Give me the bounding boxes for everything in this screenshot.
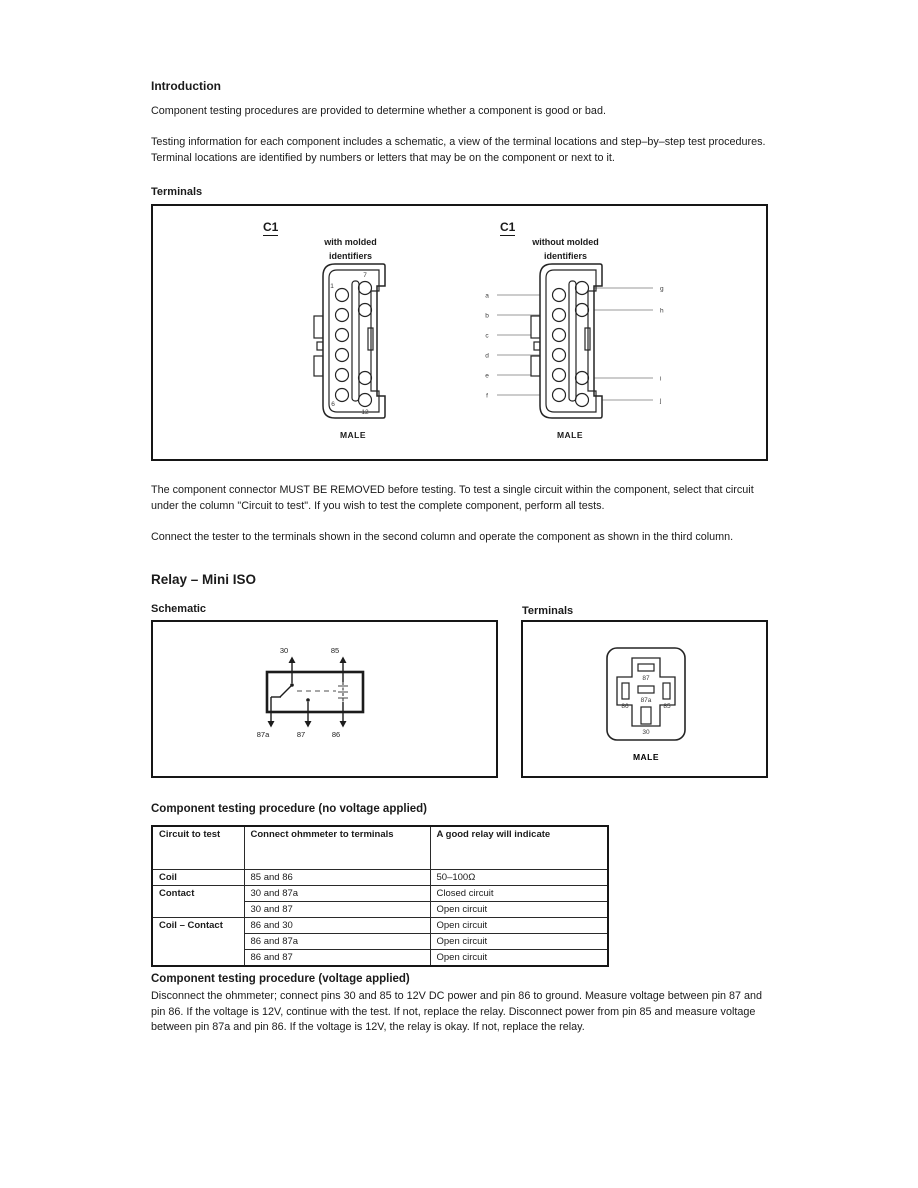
schematic-label: Schematic (151, 603, 207, 615)
pin-letter-b: b (485, 312, 489, 320)
table-row (152, 886, 608, 902)
connector-right-caption (498, 235, 633, 263)
socket-gender-label: MALE (632, 752, 660, 762)
tester-paragraph: Connect the tester to the terminals shown in the second column and operate the component as shown in the third column. (151, 531, 734, 543)
voltage-paragraph: Disconnect the ohmmeter; connect pins 30 and 85 to 12V DC power and pin 86 to ground. Measure voltage between pin 87 and pin 86. If the voltage is 12V, continue with the test. If not, replace the relay. Disconnect power from pin 85 and measure voltage between pin 87a and pin 86. If the voltage is 12V, the relay is okay. If not, replace the relay. (151, 990, 763, 1033)
schematic-pin-86: 86 (331, 730, 341, 739)
relay-socket-diagram (523, 622, 766, 776)
connector-unmolded-diagram (453, 262, 683, 428)
relay-heading: Relay – Mini ISO (151, 572, 257, 587)
pin-letter-f: f (486, 392, 488, 400)
pin-letter-d: d (485, 352, 489, 360)
schematic-pin-87a: 87a (256, 730, 270, 739)
pin-letter-a: a (485, 292, 489, 300)
connector-left-gender-label: MALE (339, 430, 367, 440)
caption-line: identifiers (328, 251, 372, 261)
schematic-pin-87: 87 (296, 730, 306, 739)
pin-number-1: 1 (330, 283, 334, 290)
terminals-cell: 86 and 87 (244, 950, 430, 967)
pin-number-7: 7 (363, 272, 367, 279)
terminals-figure-box (151, 204, 768, 461)
voltage-heading: Component testing procedure (voltage applied) (151, 973, 410, 985)
pin-letter-h: h (660, 307, 664, 315)
socket-pin-30: 30 (642, 729, 650, 736)
table-row (152, 918, 608, 934)
socket-pin-85: 85 (663, 703, 671, 710)
column-header: Connect ohmmeter to terminals (244, 826, 430, 870)
no-voltage-heading: Component testing procedure (no voltage applied) (151, 803, 428, 815)
testing-info-paragraph: Testing information for each component includes a schematic, a view of the terminal locations and step–by–step test procedures. Terminal locations are identified by numbers or letters that may be on the component or next to it. (151, 136, 766, 164)
relay-terminals-box (521, 620, 768, 778)
caption-line: identifiers (543, 251, 587, 261)
terminals-heading: Terminals (151, 186, 203, 198)
pin-letter-c: c (485, 332, 489, 340)
pin-letter-j: j (660, 397, 662, 405)
intro-heading: Introduction (151, 79, 221, 93)
pin-number-6: 6 (331, 401, 335, 408)
terminals-cell: 30 and 87 (244, 902, 430, 918)
pin-letter-e: e (485, 372, 489, 380)
relay-schematic-box (151, 620, 498, 778)
connector-left-caption (283, 235, 418, 263)
caption-line: without molded (532, 237, 599, 247)
relay-terminals-label: Terminals (522, 605, 574, 617)
indication-cell: Open circuit (430, 902, 608, 918)
socket-pin-86: 86 (621, 703, 629, 710)
relay-schematic-diagram (153, 622, 496, 776)
socket-pin-87: 87 (642, 675, 650, 682)
table-row (152, 870, 608, 886)
terminals-cell: 30 and 87a (244, 886, 430, 902)
terminals-cell: 85 and 86 (244, 870, 430, 886)
indication-cell: Open circuit (430, 918, 608, 934)
caption-line: with molded (324, 237, 377, 247)
terminals-cell: 86 and 87a (244, 934, 430, 950)
schematic-pin-85: 85 (330, 646, 340, 655)
test-procedure-table (151, 825, 609, 967)
table-header-row (152, 826, 608, 870)
circuit-cell: Contact (152, 886, 244, 918)
pin-letter-i: i (660, 375, 662, 383)
socket-pin-87a: 87a (640, 697, 652, 704)
schematic-pin-30: 30 (279, 646, 289, 655)
connector-right-label: C1 (500, 220, 516, 234)
terminals-cell: 86 and 30 (244, 918, 430, 934)
indication-cell: Open circuit (430, 950, 608, 967)
connector-note-paragraph: The component connector MUST BE REMOVED before testing. To test a single circuit within the component, select that circuit under the column "Circuit to test". If you wish to test the complete component, perform all tests. (151, 484, 754, 512)
pin-number-12: 12 (361, 409, 369, 416)
connector-left-label: C1 (263, 220, 279, 234)
column-header: Circuit to test (152, 826, 244, 870)
indication-cell: Closed circuit (430, 886, 608, 902)
indication-cell: Open circuit (430, 934, 608, 950)
circuit-cell: Coil (152, 870, 244, 886)
pin-letter-g: g (660, 285, 664, 293)
circuit-cell: Coil – Contact (152, 918, 244, 967)
column-header: A good relay will indicate (430, 826, 608, 870)
indication-cell: 50–100Ω (430, 870, 608, 886)
connector-molded-diagram (311, 262, 395, 428)
connector-right-gender-label: MALE (556, 430, 584, 440)
intro-paragraph: Component testing procedures are provided to determine whether a component is good or bad. (151, 105, 606, 117)
